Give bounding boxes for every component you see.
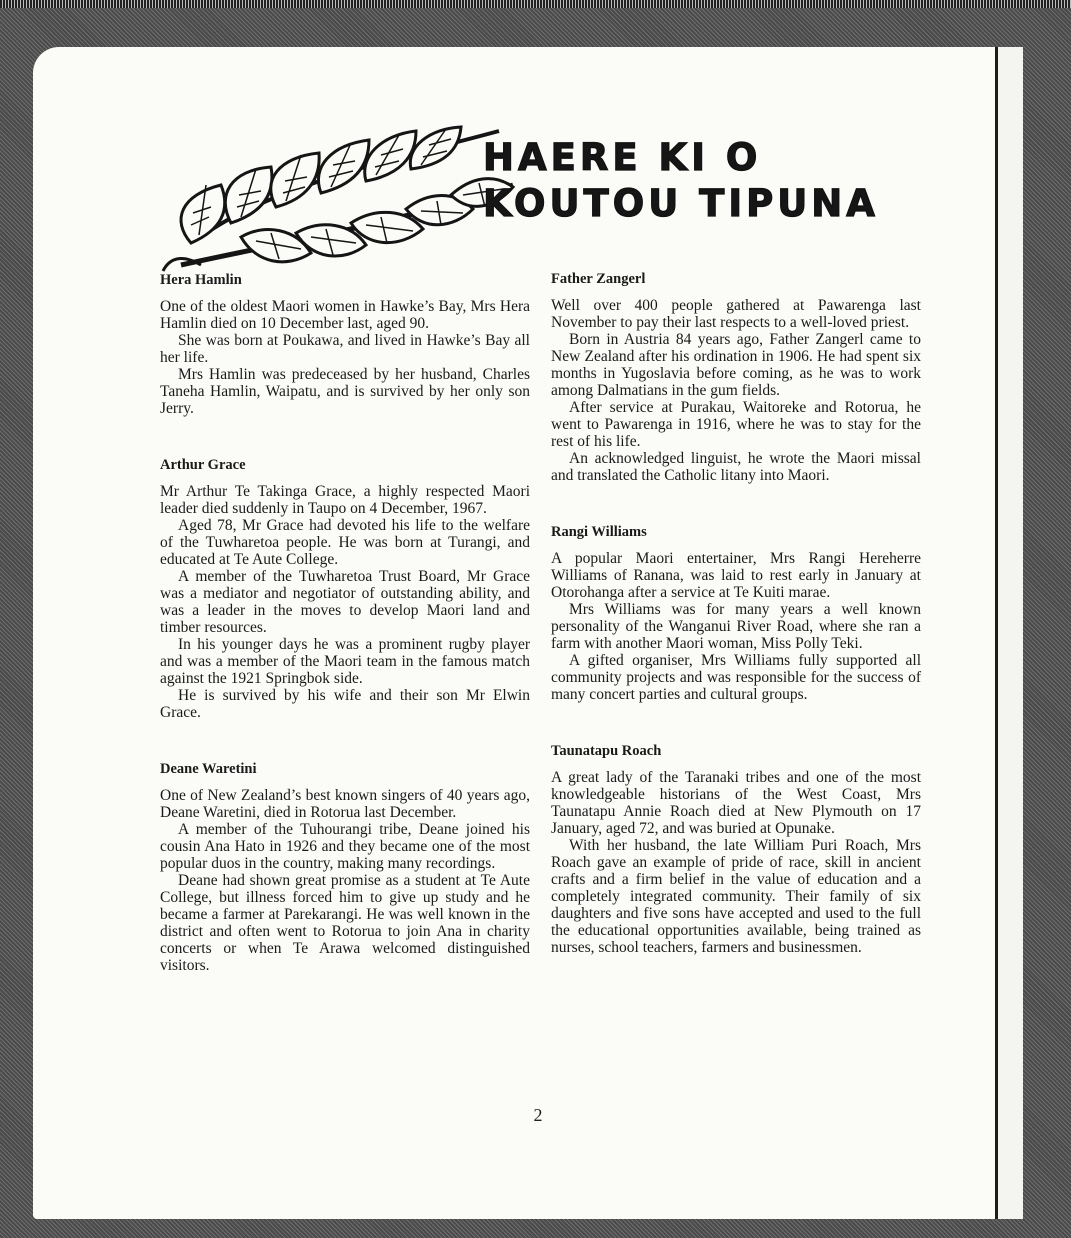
left-column xyxy=(160,272,530,1014)
obituary-paragraph: A popular Maori entertainer, Mrs Rangi Hereherre Williams of Ranana, was laid to rest early in January at Otorohanga after a service at Te Kuiti marae. xyxy=(551,550,921,601)
obituary-paragraph: One of the oldest Maori women in Hawke’s Bay, Mrs Hera Hamlin died on 10 December last, aged 90. xyxy=(160,298,530,332)
obituary-name: Father Zangerl xyxy=(551,271,646,287)
obituary-entry xyxy=(160,272,530,417)
obituary-entry xyxy=(160,457,530,721)
right-column xyxy=(551,271,921,996)
obituary-paragraph: A member of the Tuhourangi tribe, Deane joined his cousin Ana Hato in 1926 and they became one of the most popular duos in the country, making many recordings. xyxy=(160,821,530,872)
title-line-1: HAERE KI O xyxy=(483,136,762,179)
obituary-paragraph: In his younger days he was a prominent rugby player and was a member of the Maori team in the famous match against the 1921 Springbok side. xyxy=(160,636,530,687)
obituary-paragraph: Mr Arthur Te Takinga Grace, a highly respected Maori leader died suddenly in Taupo on 4 December, 1967. xyxy=(160,483,530,517)
title-line-2: KOUTOU TIPUNA xyxy=(483,182,879,225)
obituary-name: Taunatapu Roach xyxy=(551,743,662,759)
obituary-paragraph: Deane had shown great promise as a student at Te Aute College, but illness forced him to give up study and he became a farmer at Parekarangi. He was well known in the district and often went to Rotorua to join Ana in charity concerts or when Te Arawa welcomed distinguished visitors. xyxy=(160,872,530,974)
scan-top-edge xyxy=(0,0,1071,8)
obituary-paragraph: A gifted organiser, Mrs Williams fully supported all community projects and was responsible for the success of many concert parties and cultural groups. xyxy=(551,652,921,703)
adjacent-page-edge xyxy=(998,47,1023,1219)
obituary-name: Hera Hamlin xyxy=(160,272,242,288)
obituary-name: Deane Waretini xyxy=(160,761,257,777)
obituary-name: Rangi Williams xyxy=(551,524,647,540)
obituary-paragraph: A great lady of the Taranaki tribes and one of the most knowledgeable historians of the West Coast, Mrs Taunatapu Annie Roach died at New Plymouth on 17 January, aged 72, and was buried at Opunake. xyxy=(551,769,921,837)
obituary-paragraph: One of New Zealand’s best known singers of 40 years ago, Deane Waretini, died in Rotorua last December. xyxy=(160,787,530,821)
obituary-entry xyxy=(160,761,530,974)
page-title xyxy=(483,135,953,227)
obituary-paragraph: A member of the Tuwharetoa Trust Board, Mr Grace was a mediator and negotiator of outstanding ability, and was a leader in the moves to develop Maori land and timber resources. xyxy=(160,568,530,636)
obituary-paragraph: She was born at Poukawa, and lived in Hawke’s Bay all her life. xyxy=(160,332,530,366)
fern-leaves-icon xyxy=(161,125,521,273)
magazine-page xyxy=(33,47,1023,1219)
obituary-paragraph: With her husband, the late William Puri Roach, Mrs Roach gave an example of pride of race, skill in ancient crafts and a firm belief in the value of education and a completely integrated community. Their family of six daughters and five sons have accepted and used to the full the educational opportunities available, being trained as nurses, school teachers, farmers and businessmen. xyxy=(551,837,921,956)
obituary-paragraph: Mrs Hamlin was predeceased by her husband, Charles Taneha Hamlin, Waipatu, and is survived by her only son Jerry. xyxy=(160,366,530,417)
obituary-paragraph: He is survived by his wife and their son Mr Elwin Grace. xyxy=(160,687,530,721)
obituary-entry xyxy=(551,271,921,484)
obituary-entry xyxy=(551,743,921,956)
obituary-name: Arthur Grace xyxy=(160,457,246,473)
obituary-paragraph: An acknowledged linguist, he wrote the Maori missal and translated the Catholic litany into Maori. xyxy=(551,450,921,484)
obituary-paragraph: Well over 400 people gathered at Pawarenga last November to pay their last respects to a well-loved priest. xyxy=(551,297,921,331)
obituary-paragraph: Born in Austria 84 years ago, Father Zangerl came to New Zealand after his ordination in 1906. He had spent six months in Yugoslavia before coming, as he was to work among Dalmatians in the gum fields. xyxy=(551,331,921,399)
obituary-paragraph: Aged 78, Mr Grace had devoted his life to the welfare of the Tuwharetoa people. He was born at Turangi, and educated at Te Aute College. xyxy=(160,517,530,568)
obituary-entry xyxy=(551,524,921,703)
obituary-paragraph: Mrs Williams was for many years a well known personality of the Wanganui River Road, where she ran a farm with another Maori woman, Miss Polly Teki. xyxy=(551,601,921,652)
page-number: 2 xyxy=(533,1105,543,1125)
obituary-paragraph: After service at Purakau, Waitoreke and Rotorua, he went to Pawarenga in 1916, where he was to stay for the rest of his life. xyxy=(551,399,921,450)
